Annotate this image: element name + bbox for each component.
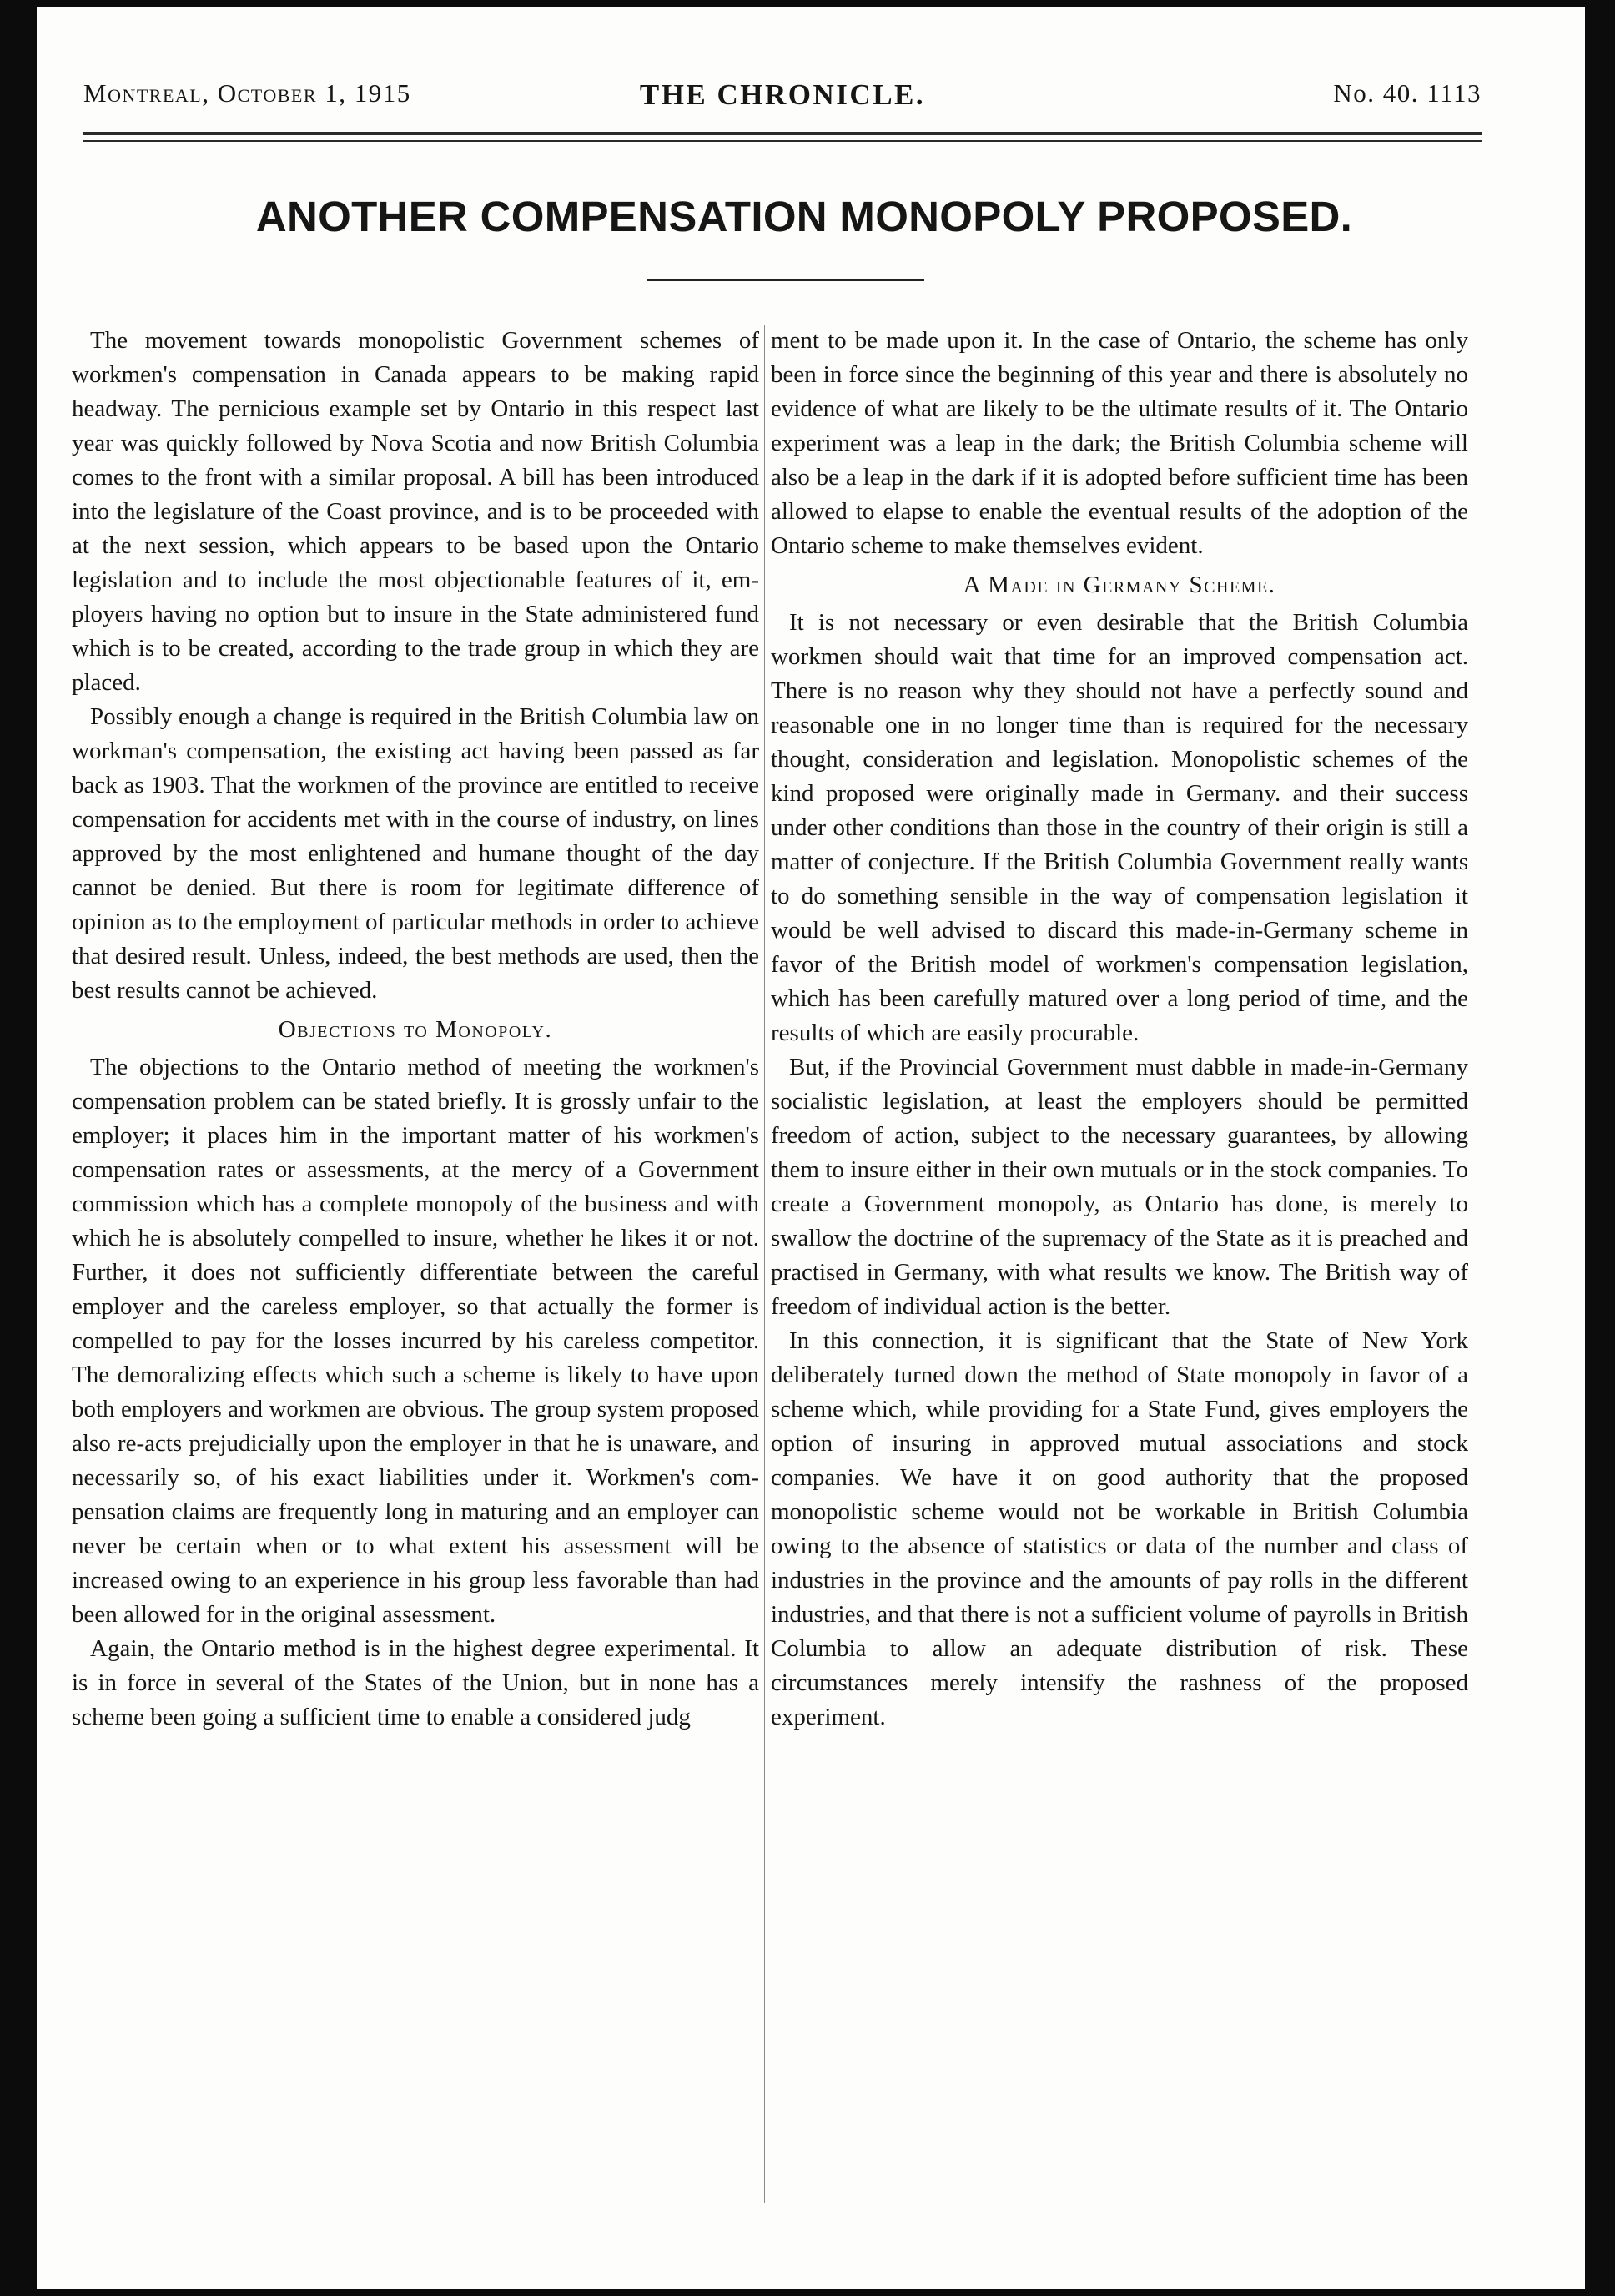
left-column xyxy=(72,324,759,2243)
paragraph: The movement towards monopolistic Government schemes of workmen's compensation in Canada appears to be making rapid headway. The pernicious example set by Ontario in this respect last year was quickly followed by Nova Scotia and now British Columbia comes to the front with a similar proposal. A bill has been introduced into the legislature of the Coast province, and is to be proceeded with at the next session, which appears to be based upon the Ontario legislation and to include the most objectionable features of it, employers having no option but to insure in the State administered fund which is to be created, according to the trade group in which they are placed. xyxy=(72,327,759,696)
header-rule-thick xyxy=(83,132,1482,135)
issue-and-page-number: No. 40. 1113 xyxy=(1333,78,1482,108)
section-heading: Objections to Monopoly. xyxy=(278,1016,553,1043)
paragraph: In this connection, it is significant that the State of New York deliberately turned down the method of State monopoly in favor of a scheme which, while providing for a State Fund, gives employers the option of insuring in approved mutual associations and stock companies. We have it on good authority that the proposed monopolistic scheme would not be workable in British Columbia owing to the absence of statistics or data of the number and class of industries in the province and the amounts of pay rolls in the different industries, and that there is not a sufficient volume of payrolls in British Columbia to allow an adequate distribution of risk. These circumstances merely intensify the rashness of the proposed experiment. xyxy=(771,1327,1468,1730)
column-divider xyxy=(764,325,765,2203)
paragraph: The objections to the Ontario method of meeting the workmen's compensation problem can be stated briefly. It is grossly unfair to the employer; it places him in the important matter of his workmen's compensation rates or assessments, at the mercy of a Government commission which has a complete monopoly of the business and with which he is absolutely compelled to insure, whether he likes it or not. Further, it does not sufficiently differentiate between the careful employer and the careless employer, so that actually the former is compelled to pay for the losses incurred by his careless competitor. The demoralizing effects which such a scheme is likely to have upon both employers and workmen are obvious. The group system proposed also re-acts prejudicially upon the employer in that he is unaware, and necessarily so, of his exact liabilities under it. Workmen's compensation claims are frequently long in maturing and an employer can never be certain when or to what extent his assessment will be increased owing to an experience in his group less favorable than had been allowed for in the original assessment. xyxy=(72,1054,759,1628)
paragraph: ment to be made upon it. In the case of Ontario, the scheme has only been in force since the beginning of this year and there is absolutely no evidence of what are likely to be the ultimate results of it. The Ontario experiment was a leap in the dark; the British Columbia scheme will also be a leap in the dark if it is adopted before sufficient time has been allowed to elapse to enable the eventual results of the adoption of the Ontario scheme to make themselves evident. xyxy=(771,327,1468,559)
paragraph: It is not necessary or even desirable that the British Columbia workmen should wait that time for an improved compensation act. There is no reason why they should not have a perfectly sound and reasonable one in no longer time than is required for the necessary thought, consideration and legislation. Monopolistic schemes of the kind proposed were originally made in Germany. and their success under other conditions than those in the country of their origin is still a matter of conjecture. If the British Columbia Government really wants to do something sensible in the way of compensation legislation it would be well advised to discard this made-in-Germany scheme in favor of the British model of workmen's compensation legislation, which has been carefully matured over a long period of time, and the results of which are easily procurable. xyxy=(771,609,1468,1046)
newspaper-page xyxy=(37,7,1585,2289)
running-head xyxy=(83,78,1482,112)
header-rule-thin xyxy=(83,140,1482,142)
paragraph: Possibly enough a change is required in the British Columbia law on workman's compensation, the existing act having been passed as far back as 1903. That the workmen of the province are entitled to receive compensation for accidents met with in the course of industry, on lines approved by the most enlightened and humane thought of the day cannot be denied. But there is room for legitimate difference of opinion as to the employment of particular methods in order to achieve that desired result. Unless, indeed, the best methods are used, then the best results cannot be achieved. xyxy=(72,703,759,1004)
article-title: ANOTHER COMPENSATION MONOPOLY PROPOSED. xyxy=(255,193,1353,240)
publication-name: THE CHRONICLE. xyxy=(639,78,926,111)
paragraph: But, if the Provincial Government must dabble in made-in-Germany socialistic legislation, at least the employers should be permitted freedom of action, subject to the necessary guarantees, by allowing them to insure either in their own mutuals or in the stock companies. To create a Government monopoly, as Ontario has done, is merely to swallow the doctrine of the supremacy of the State as it is preached and practised in Germany, with what results we know. The British way of freedom of individual action is the better. xyxy=(771,1054,1468,1320)
right-column xyxy=(771,324,1468,2243)
section-heading: A Made in Germany Scheme. xyxy=(963,571,1276,598)
paragraph: Again, the Ontario method is in the highest degree experimental. It is in force in several of the States of the Union, but in none has a scheme been going a sufficient time to enable a considered judg xyxy=(72,1635,759,1730)
title-divider xyxy=(647,279,924,281)
dateline: Montreal, October 1, 1915 xyxy=(83,78,411,108)
